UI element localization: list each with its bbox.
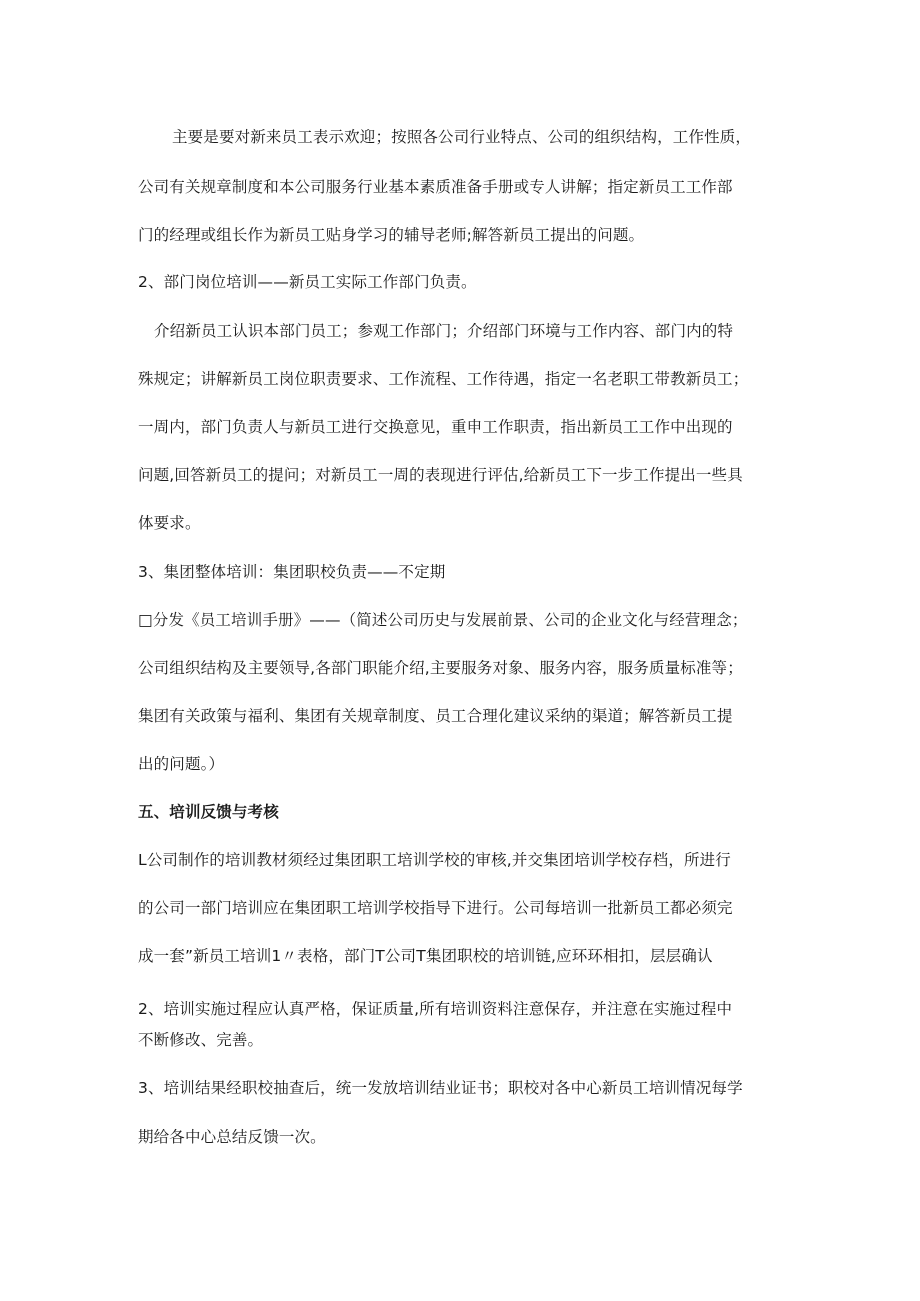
paragraph-line-9: 体要求。: [138, 514, 201, 532]
paragraph-line-22: 期给各中心总结反馈一次。: [138, 1128, 326, 1146]
paragraph-line-14: 出的问题。）: [138, 755, 225, 773]
paragraph-line-13: 集团有关政策与福利、集团有关规章制度、员工合理化建议采纳的渠道；解答新员工提: [138, 707, 733, 725]
paragraph-line-1: 主要是要对新来员工表示欢迎；按照各公司行业特点、公司的组织结构，工作性质，: [172, 128, 752, 146]
paragraph-line-5: 介绍新员工认识本部门员工；参观工作部门；介绍部门环境与工作内容、部门内的特: [154, 322, 734, 340]
paragraph-line-7: 一周内，部门负责人与新员工进行交换意见，重申工作职责，指出新员工工作中出现的: [138, 418, 733, 436]
paragraph-line-6: 殊规定；讲解新员工岗位职责要求、工作流程、工作待遇，指定一名老职工带教新员工；: [138, 370, 749, 388]
paragraph-line-21: 3、培训结果经职校抽查后，统一发放培训结业证书；职校对各中心新员工培训情况每学: [138, 1079, 743, 1097]
paragraph-line-20: 不断修改、完善。: [138, 1031, 264, 1049]
paragraph-line-11: □分发《员工培训手册》——（简述公司历史与发展前景、公司的企业文化与经营理念；: [138, 611, 748, 629]
paragraph-line-12: 公司组织结构及主要领导,各部门职能介绍,主要服务对象、服务内容，服务质量标准等；: [138, 659, 743, 677]
paragraph-line-3: 门的经理或组长作为新员工贴身学习的辅导老师;解答新员工提出的问题。: [138, 226, 645, 244]
paragraph-line-17: 的公司一部门培训应在集团职工培训学校指导下进行。公司每培训一批新员工都必须完: [138, 899, 733, 917]
paragraph-line-18: 成一套”新员工培训1〃表格，部门T公司T集团职校的培训链,应环环相扣，层层确认: [138, 947, 713, 965]
paragraph-line-16: L公司制作的培训教材须经过集团职工培训学校的审核,并交集团培训学校存档，所进行: [138, 851, 731, 869]
paragraph-line-2: 公司有关规章制度和本公司服务行业基本素质准备手册或专人讲解；指定新员工工作部: [138, 178, 733, 196]
section-item-3-heading: 3、集团整体培训：集团职校负责——不定期: [138, 563, 446, 581]
paragraph-line-8: 问题,回答新员工的提问；对新员工一周的表现进行评估,给新员工下一步工作提出一些具: [138, 466, 743, 484]
section-five-heading: 五、培训反馈与考核: [138, 803, 279, 821]
section-item-2-heading: 2、部门岗位培训——新员工实际工作部门负责。: [138, 273, 477, 291]
paragraph-line-19: 2、培训实施过程应认真严格，保证质量,所有培训资料注意保存，并注意在实施过程中: [138, 1000, 733, 1018]
